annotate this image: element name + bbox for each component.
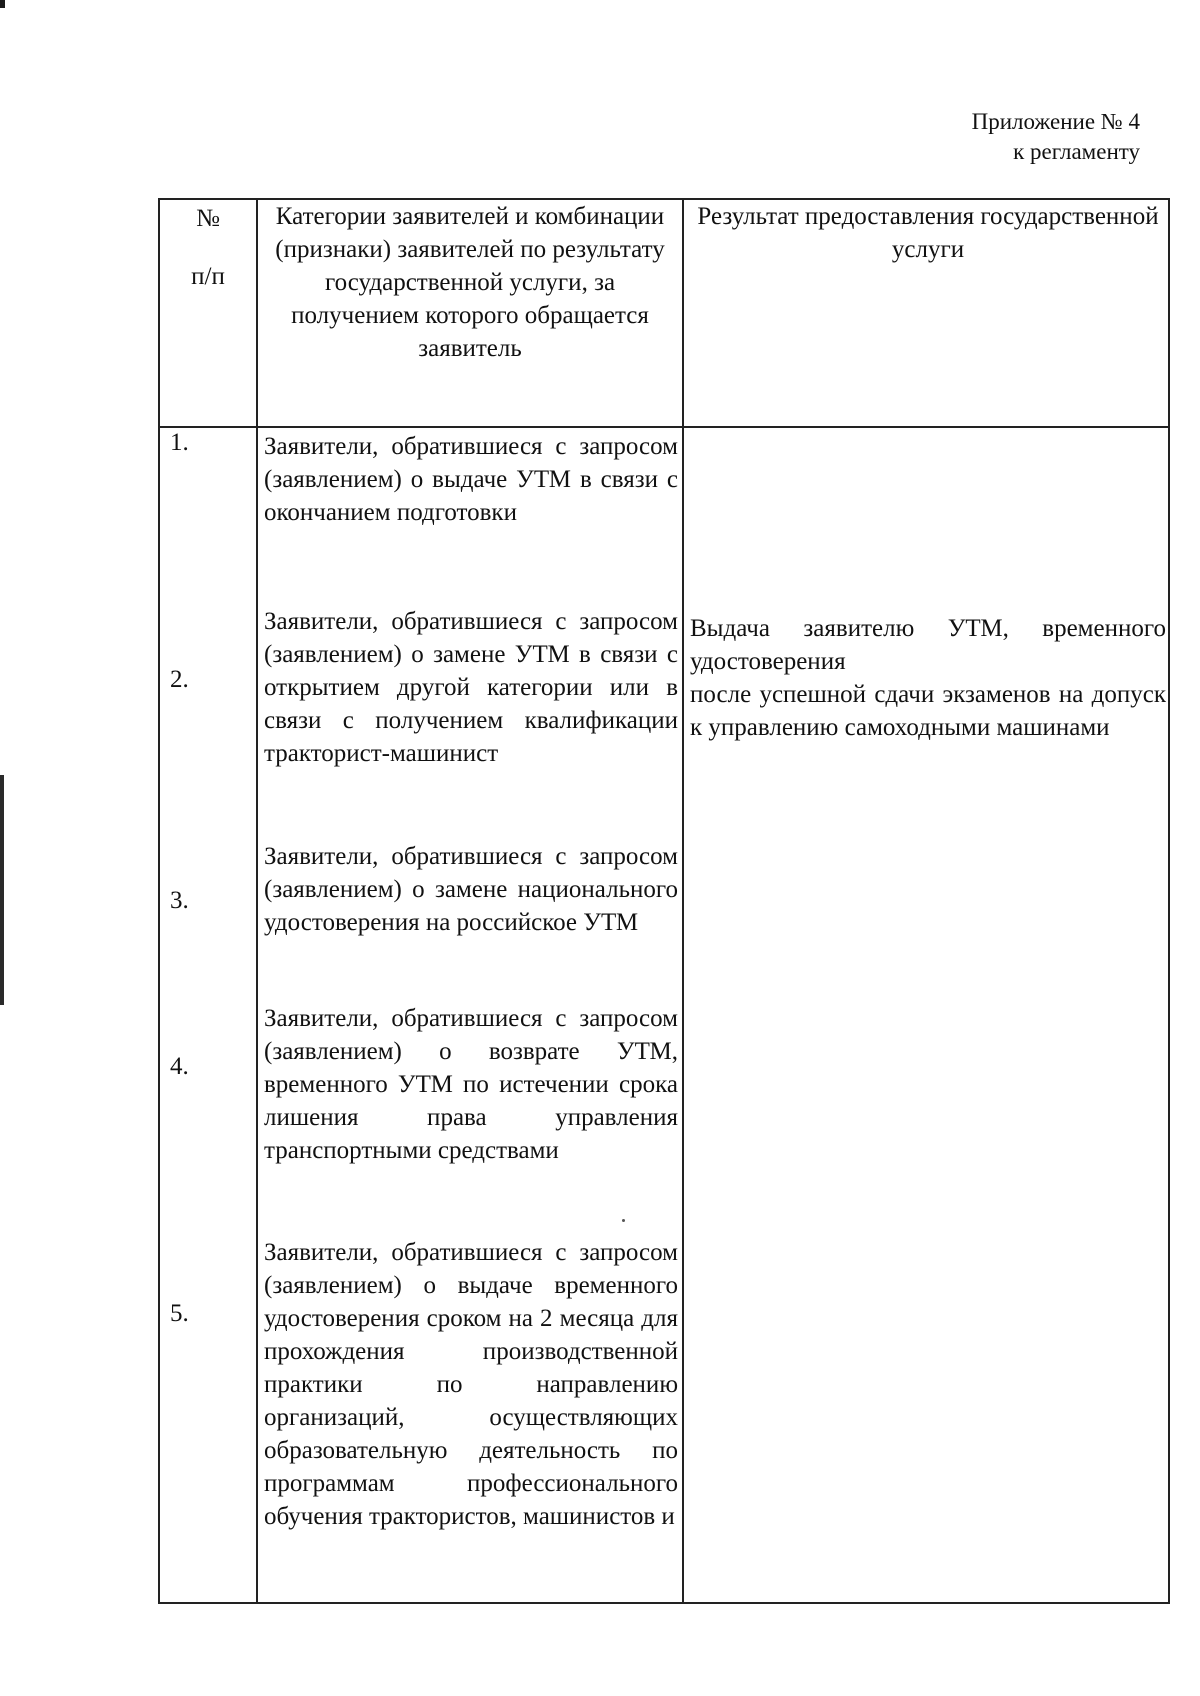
header-number-cell — [160, 202, 256, 293]
column-divider-2 — [682, 200, 684, 1602]
scan-artifact-left — [0, 775, 4, 1005]
appendix-heading — [972, 107, 1140, 167]
column-divider-1 — [256, 200, 258, 1602]
row-4-categories: Заявители, обратившиеся с запросом (заявлением) о возврате УТМ, временного УТМ по истечении срока лишения права управления транспортными средствами — [264, 1005, 678, 1164]
scan-artifact-top — [0, 0, 5, 8]
row-2-number: 2. — [170, 666, 189, 693]
header-result-cell: Результат предоставления государственной услуги — [697, 203, 1159, 263]
row-5-number: 5. — [170, 1300, 189, 1327]
row-4-number: 4. — [170, 1053, 189, 1080]
result-text-2: после успешной сдачи экзаменов на допуск к управлению самоходными машинами — [690, 681, 1166, 741]
header-number-sign: № — [196, 205, 220, 232]
appendix-number: Приложение № 4 — [971, 109, 1140, 134]
row-1-categories: Заявители, обратившиеся с запросом (заявлением) о выдаче УТМ в связи с окончанием подготовки — [264, 433, 678, 526]
row-3-number: 3. — [170, 887, 189, 914]
row-5-categories: Заявители, обратившиеся с запросом (заявлением) о выдаче временного удостоверения сроком на 2 месяца для прохождения производственной практики по направлению организаций, осуществляющих образовательную деятельность по программам профессионального обучения трактористов, машинистов и — [264, 1239, 678, 1530]
services-table — [158, 198, 1170, 1604]
appendix-reference: к регламенту — [1013, 139, 1140, 164]
row-3-categories: Заявители, обратившиеся с запросом (заявлением) о замене национального удостоверения на российское УТМ — [264, 843, 678, 936]
result-text-1: Выдача заявителю УТМ, временного удостоверения — [690, 615, 1166, 675]
result-cell — [690, 612, 1166, 744]
header-divider — [160, 426, 1168, 428]
row-1-number: 1. — [170, 429, 189, 456]
header-number-abbr: п/п — [191, 263, 225, 290]
header-categories-cell: Категории заявителей и комбинации (признаки) заявителей по результату государственной услуги, за получением которого обращается заявитель — [275, 203, 665, 362]
row-2-categories: Заявители, обратившиеся с запросом (заявлением) о замене УТМ в связи с открытием другой категории или в связи с получением квалификации тракторист-машинист — [264, 608, 678, 767]
